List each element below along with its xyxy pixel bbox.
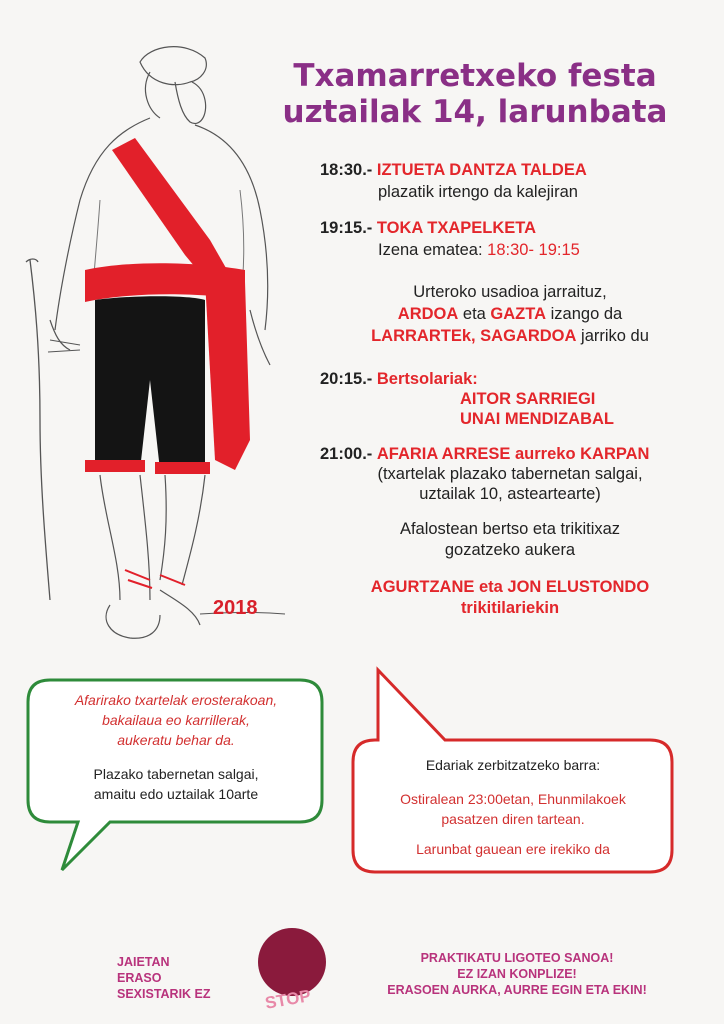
stop-circle <box>258 928 326 996</box>
event-toka-time: 19:15.- <box>320 219 373 237</box>
tradition-line1: Urteroko usadioa jarraituz, <box>413 283 607 301</box>
year-label: 2018 <box>213 597 258 619</box>
after-line2: gozatzeko aukera <box>444 541 576 559</box>
event-dinner <box>320 445 649 464</box>
event-dinner-note1: (txartelak plazako tabernetan salgai, <box>377 465 643 483</box>
event-toka <box>320 219 536 238</box>
bubble-left-black1: Plazako tabernetan salgai, <box>93 766 259 782</box>
poster-title <box>250 58 700 130</box>
event-dance-time: 18:30.- <box>320 161 373 179</box>
word-ardoa: ARDOA <box>397 305 459 323</box>
bubble-left <box>34 690 318 804</box>
footer-right1: PRAKTIKATU LIGOTEO SANOA! <box>420 951 614 965</box>
footer-right3: ERASOEN AURKA, AURRE EGIN ETA EKIN! <box>387 983 647 997</box>
bubble-right-red3: Larunbat gauean ere irekiko da <box>416 841 610 857</box>
bubble-right-red2: pasatzen diren tartean. <box>441 811 585 827</box>
event-dance-note: plazatik irtengo da kalejiran <box>378 183 578 201</box>
event-bertso-name: Bertsolariak: <box>376 370 478 388</box>
bubble-left-red3: aukeratu behar da. <box>117 732 235 748</box>
word-eta: eta <box>462 305 486 323</box>
event-bertso <box>320 370 478 389</box>
bubble-left-red2: bakailaua eo karrillerak, <box>102 712 250 728</box>
event-toka-note-prefix: Izena ematea: <box>378 241 483 259</box>
stop-label: STOP <box>263 986 313 1013</box>
musicians-line1: AGURTZANE eta JON ELUSTONDO <box>370 578 650 596</box>
footer-left <box>117 954 211 1002</box>
word-larrartek: LARRARTEk, SAGARDOA <box>371 327 577 345</box>
event-toka-note-time: 18:30- 19:15 <box>487 241 580 259</box>
event-dinner-name: AFARIA ARRESE aurreko KARPAN <box>376 445 650 463</box>
event-toka-name: TOKA TXAPELKETA <box>376 219 537 237</box>
word-gazta: GAZTA <box>490 305 547 323</box>
bubble-right-red1: Ostiralean 23:00etan, Ehunmilakoek <box>400 791 626 807</box>
event-bertso-time: 20:15.- <box>320 370 373 388</box>
bertsolari-2: UNAI MENDIZABAL <box>460 410 614 428</box>
word-izango: izango da <box>550 305 623 323</box>
bubble-right <box>358 755 668 859</box>
footer-left1: JAIETAN <box>117 955 170 969</box>
footer-right <box>372 950 662 998</box>
event-dinner-note2: uztailak 10, asteartearte) <box>419 485 601 503</box>
musicians-line2: trikitilariekin <box>460 599 560 617</box>
event-toka-note <box>378 241 580 260</box>
bubble-left-red1: Afarirako txartelak erosterakoan, <box>74 692 278 708</box>
bubble-left-black2: amaitu edo uztailak 10arte <box>93 786 259 802</box>
event-dinner-time: 21:00.- <box>320 445 373 463</box>
title-line1: Txamarretxeko festa <box>293 58 657 94</box>
bertsolari-1: AITOR SARRIEGI <box>460 390 596 408</box>
footer-left2: ERASO <box>117 971 162 985</box>
tradition-line3 <box>300 327 720 346</box>
title-line2: uztailak 14, larunbata <box>282 94 668 130</box>
footer-right2: EZ IZAN KONPLIZE! <box>457 967 577 981</box>
word-jarriko: jarriko du <box>581 327 649 345</box>
tradition-line2 <box>300 305 720 324</box>
event-dance <box>320 161 587 180</box>
bubble-right-black1: Edariak zerbitzatzeko barra: <box>425 757 601 773</box>
footer-left3: SEXISTARIK EZ <box>117 987 211 1001</box>
after-line1: Afalostean bertso eta trikitixaz <box>399 520 621 538</box>
event-dance-name: IZTUETA DANTZA TALDEA <box>376 161 587 179</box>
